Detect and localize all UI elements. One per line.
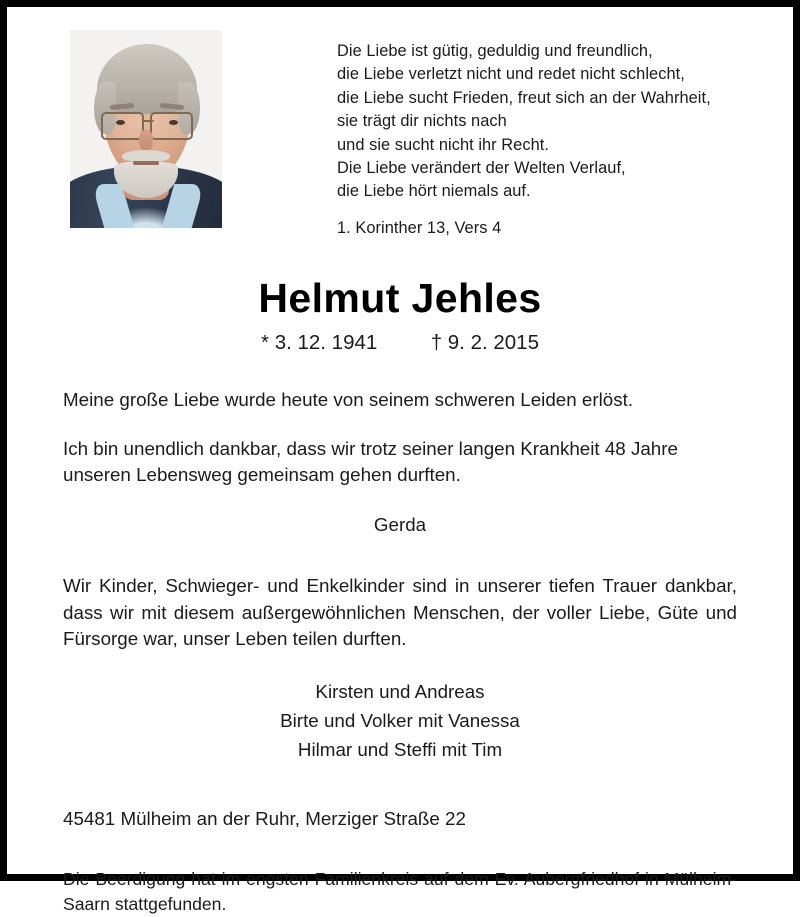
verse-line-1: Die Liebe ist gütig, geduldig und freundlich, [337, 42, 653, 60]
survivor-line-1: Kirsten und Andreas [315, 680, 485, 702]
verse-line-5: und sie sucht nicht ihr Recht. [337, 135, 549, 154]
verse-line-4: sie trägt dir nichts nach [337, 112, 507, 131]
survivors-list [63, 677, 737, 764]
verse-reference: 1. Korinther 13, Vers 4 [337, 218, 502, 237]
portrait-image [70, 30, 222, 228]
glasses-lens-left [101, 112, 144, 140]
paragraph-intro: Meine große Liebe wurde heute von seinem schweren Leiden erlöst. [63, 389, 634, 411]
header-area [7, 7, 793, 239]
body-text [63, 387, 737, 917]
address-line: 45481 Mülheim an der Ruhr, Merziger Straße 22 [63, 807, 466, 829]
bible-verse [337, 40, 767, 240]
glasses-lens-right [150, 112, 193, 140]
signature-spouse: Gerda [373, 513, 427, 535]
mouth-shape [133, 161, 159, 165]
eye-right [169, 120, 178, 125]
paragraph-children: Wir Kinder, Schwieger- und Enkelkinder sind in unserer tiefen Trauer dankbar, dass wir mit diesem außergewöhnlichen Menschen, der voller Liebe, Güte und Fürsorge war, unser Leben teilen durften. [63, 575, 737, 650]
survivor-line-2: Birte und Volker mit Vanessa [280, 709, 520, 731]
birth-date: * 3. 12. 1941 [261, 331, 378, 355]
verse-line-7: die Liebe hört niemals auf. [337, 182, 531, 201]
nose-shape [139, 130, 153, 152]
funeral-note: Die Beerdigung hat im engsten Familienkreis auf dem Ev. Aubergfriedhof in Mülheim-Saarn stattgefunden. [63, 869, 737, 915]
life-dates [7, 331, 793, 355]
survivor-line-3: Hilmar und Steffi mit Tim [297, 738, 503, 760]
paragraph-thanks: Ich bin unendlich dankbar, dass wir trotz seiner langen Krankheit 48 Jahre unseren Lebensweg gemeinsam gehen durften. [63, 437, 678, 486]
verse-line-6: Die Liebe verändert der Welten Verlauf, [337, 159, 626, 178]
name-block [7, 277, 793, 355]
verse-line-3: die Liebe sucht Frieden, freut sich an der Wahrheit, [337, 88, 711, 107]
verse-line-2: die Liebe verletzt nicht und redet nicht schlecht, [337, 65, 685, 84]
deceased-name: Helmut Jehles [258, 275, 542, 321]
portrait-photo [70, 30, 222, 228]
death-date: † 9. 2. 2015 [430, 331, 539, 355]
obituary-inner [7, 7, 793, 915]
eye-left [116, 120, 125, 125]
